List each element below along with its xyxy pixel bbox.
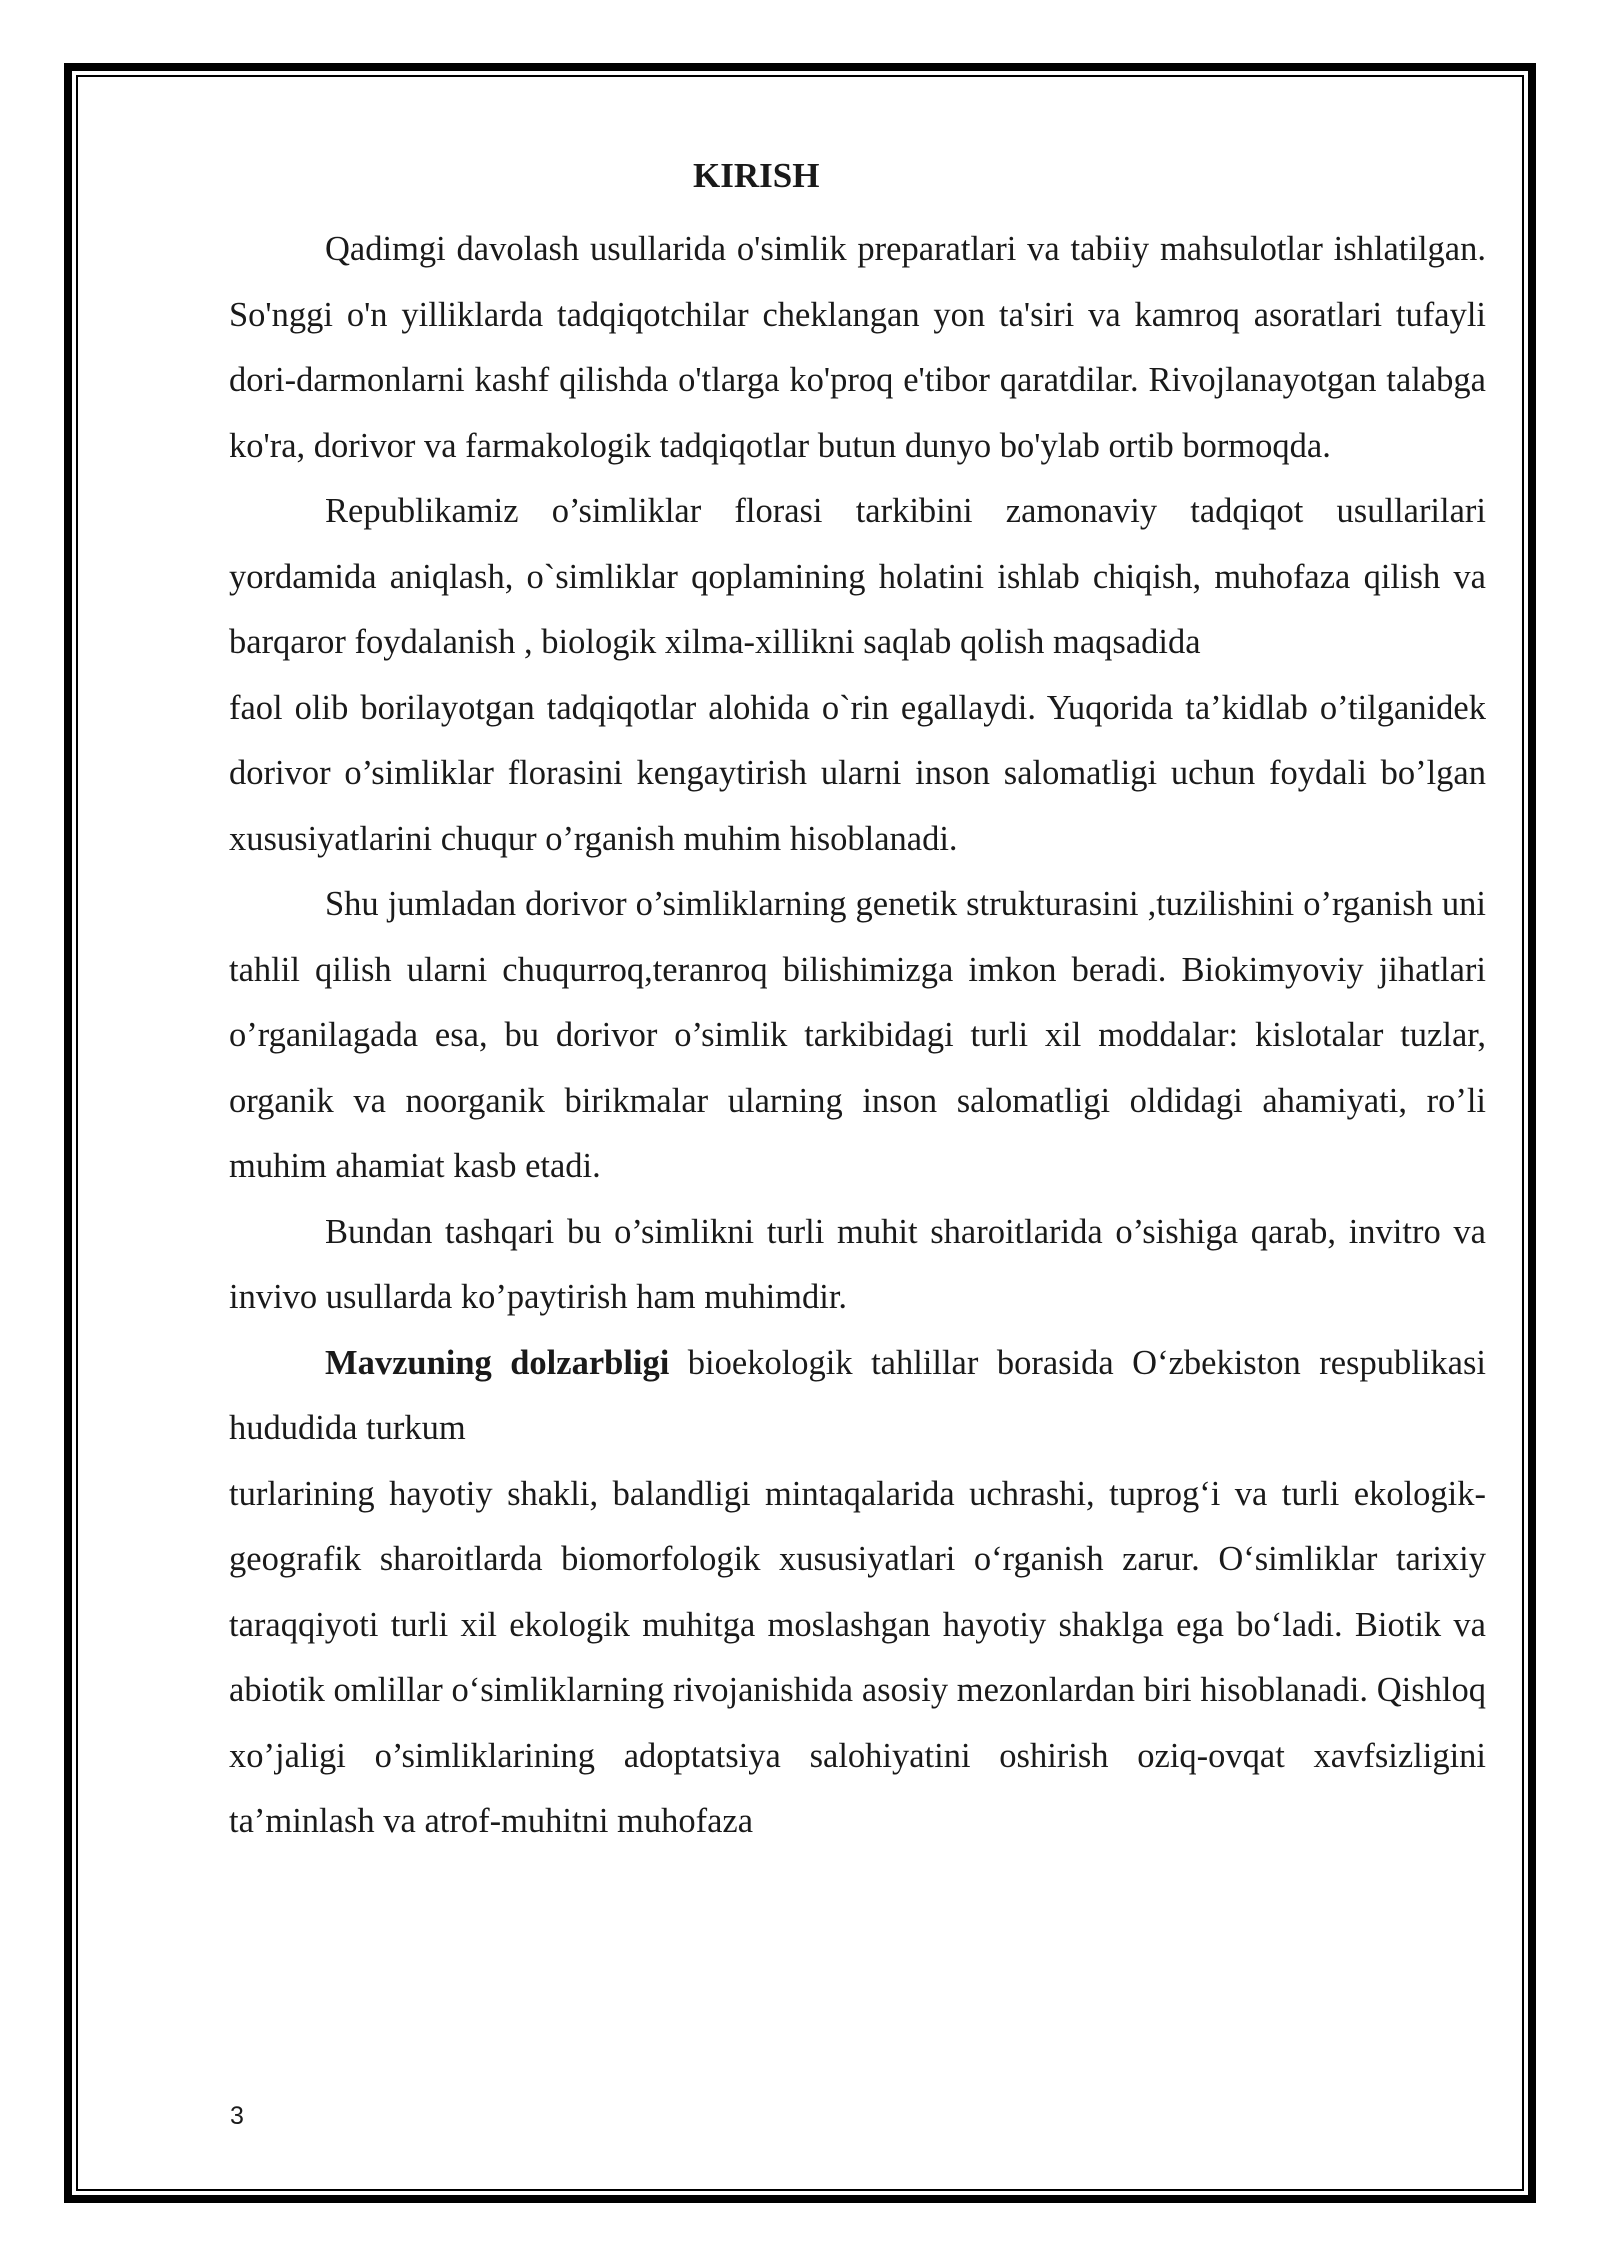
paragraph-cultivation: Bundan tashqari bu o’simlikni turli muhit sharoitlarida o’sishiga qarab, invitro va invivo usullarda ko’paytirish ham muhimdir. — [229, 1212, 1486, 1316]
relevance-text: bioekologik tahlillar borasida O‘zbekiston respublikasi hududida turkum — [229, 1343, 1486, 1447]
paragraph-republic-part3: faol olib borilayotgan tadqiqotlar alohida o`rin egallaydi. Yuqorida ta’kidlab o’tilganidek dorivor o’simliklar florasini kengaytirish ularni inson salomatligi uchun foydali bo’lgan xususiyatlarini chuqur o’rganish muhim hisoblanadi. — [229, 688, 1486, 858]
paragraph-relevance-part1 — [229, 1331, 1486, 1462]
paragraph-genetics: Shu jumladan dorivor o’simliklarning genetik strukturasini ,tuzilishini o’rganish uni tahlil qilish ularni chuqurroq,teranroq bilishimizga imkon beradi. Biokimyoviy jihatlari o’rganilagada esa, bu dorivor o’simlik tarkibidagi turli xil moddalar: kislotalar tuzlar, organik va noorganik birikmalar ularning inson salomatligi oldidagi ahamiyati, ro’li muhim ahamiat kasb etadi. — [229, 885, 1486, 1185]
paragraph-republic-part2: yordamida aniqlash, o`simliklar qoplamining holatini ishlab chiqish, muhofaza qilish va barqaror foydalanish , biologik xilma-xillikni saqlab qolish maqsadida — [229, 557, 1486, 661]
paragraph-republic-part1: Republikamiz o’simliklar florasi tarkibini zamonaviy tadqiqot usullarilari — [325, 492, 1486, 530]
relevance-lead: Mavzuning dolzarbligi — [325, 1343, 670, 1382]
paragraph-intro: Qadimgi davolash usullarida o'simlik preparatlari va tabiiy mahsulotlar ishlatilgan. So'nggi o'n yilliklarda tadqiqotchilar cheklangan yon ta'siri va kamroq asoratlari tufayli dori-darmonlarni kashf qilishda o'tlarga ko'proq e'tibor qaratdilar. Rivojlanayotgan talabga ko'ra, dorivor va farmakologik tadqiqotlar butun dunyo bo'ylab ortib bormoqda. — [229, 230, 1486, 465]
page-content — [229, 148, 1486, 1855]
section-heading: KIRISH — [693, 156, 820, 195]
page-number: 3 — [230, 2102, 244, 2130]
paragraph-relevance-part2: turlarining hayotiy shakli, balandligi mintaqalarida uchrashi, tuprog‘i va turli ekologik-geografik sharoitlarda biomorfologik xususiyatlari o‘rganish zarur. O‘simliklar tarixiy taraqqiyoti turli xil ekologik muhitga moslashgan hayotiy shaklga ega bo‘ladi. Biotik va abiotik omlillar o‘simliklarning rivojanishida asosiy mezonlardan biri hisoblanadi. Qishloq xo’jaligi o’simliklarining adoptatsiya salohiyatini oshirish oziq-ovqat xavfsizligini ta’minlash va atrof-muhitni muhofaza — [229, 1474, 1486, 1840]
